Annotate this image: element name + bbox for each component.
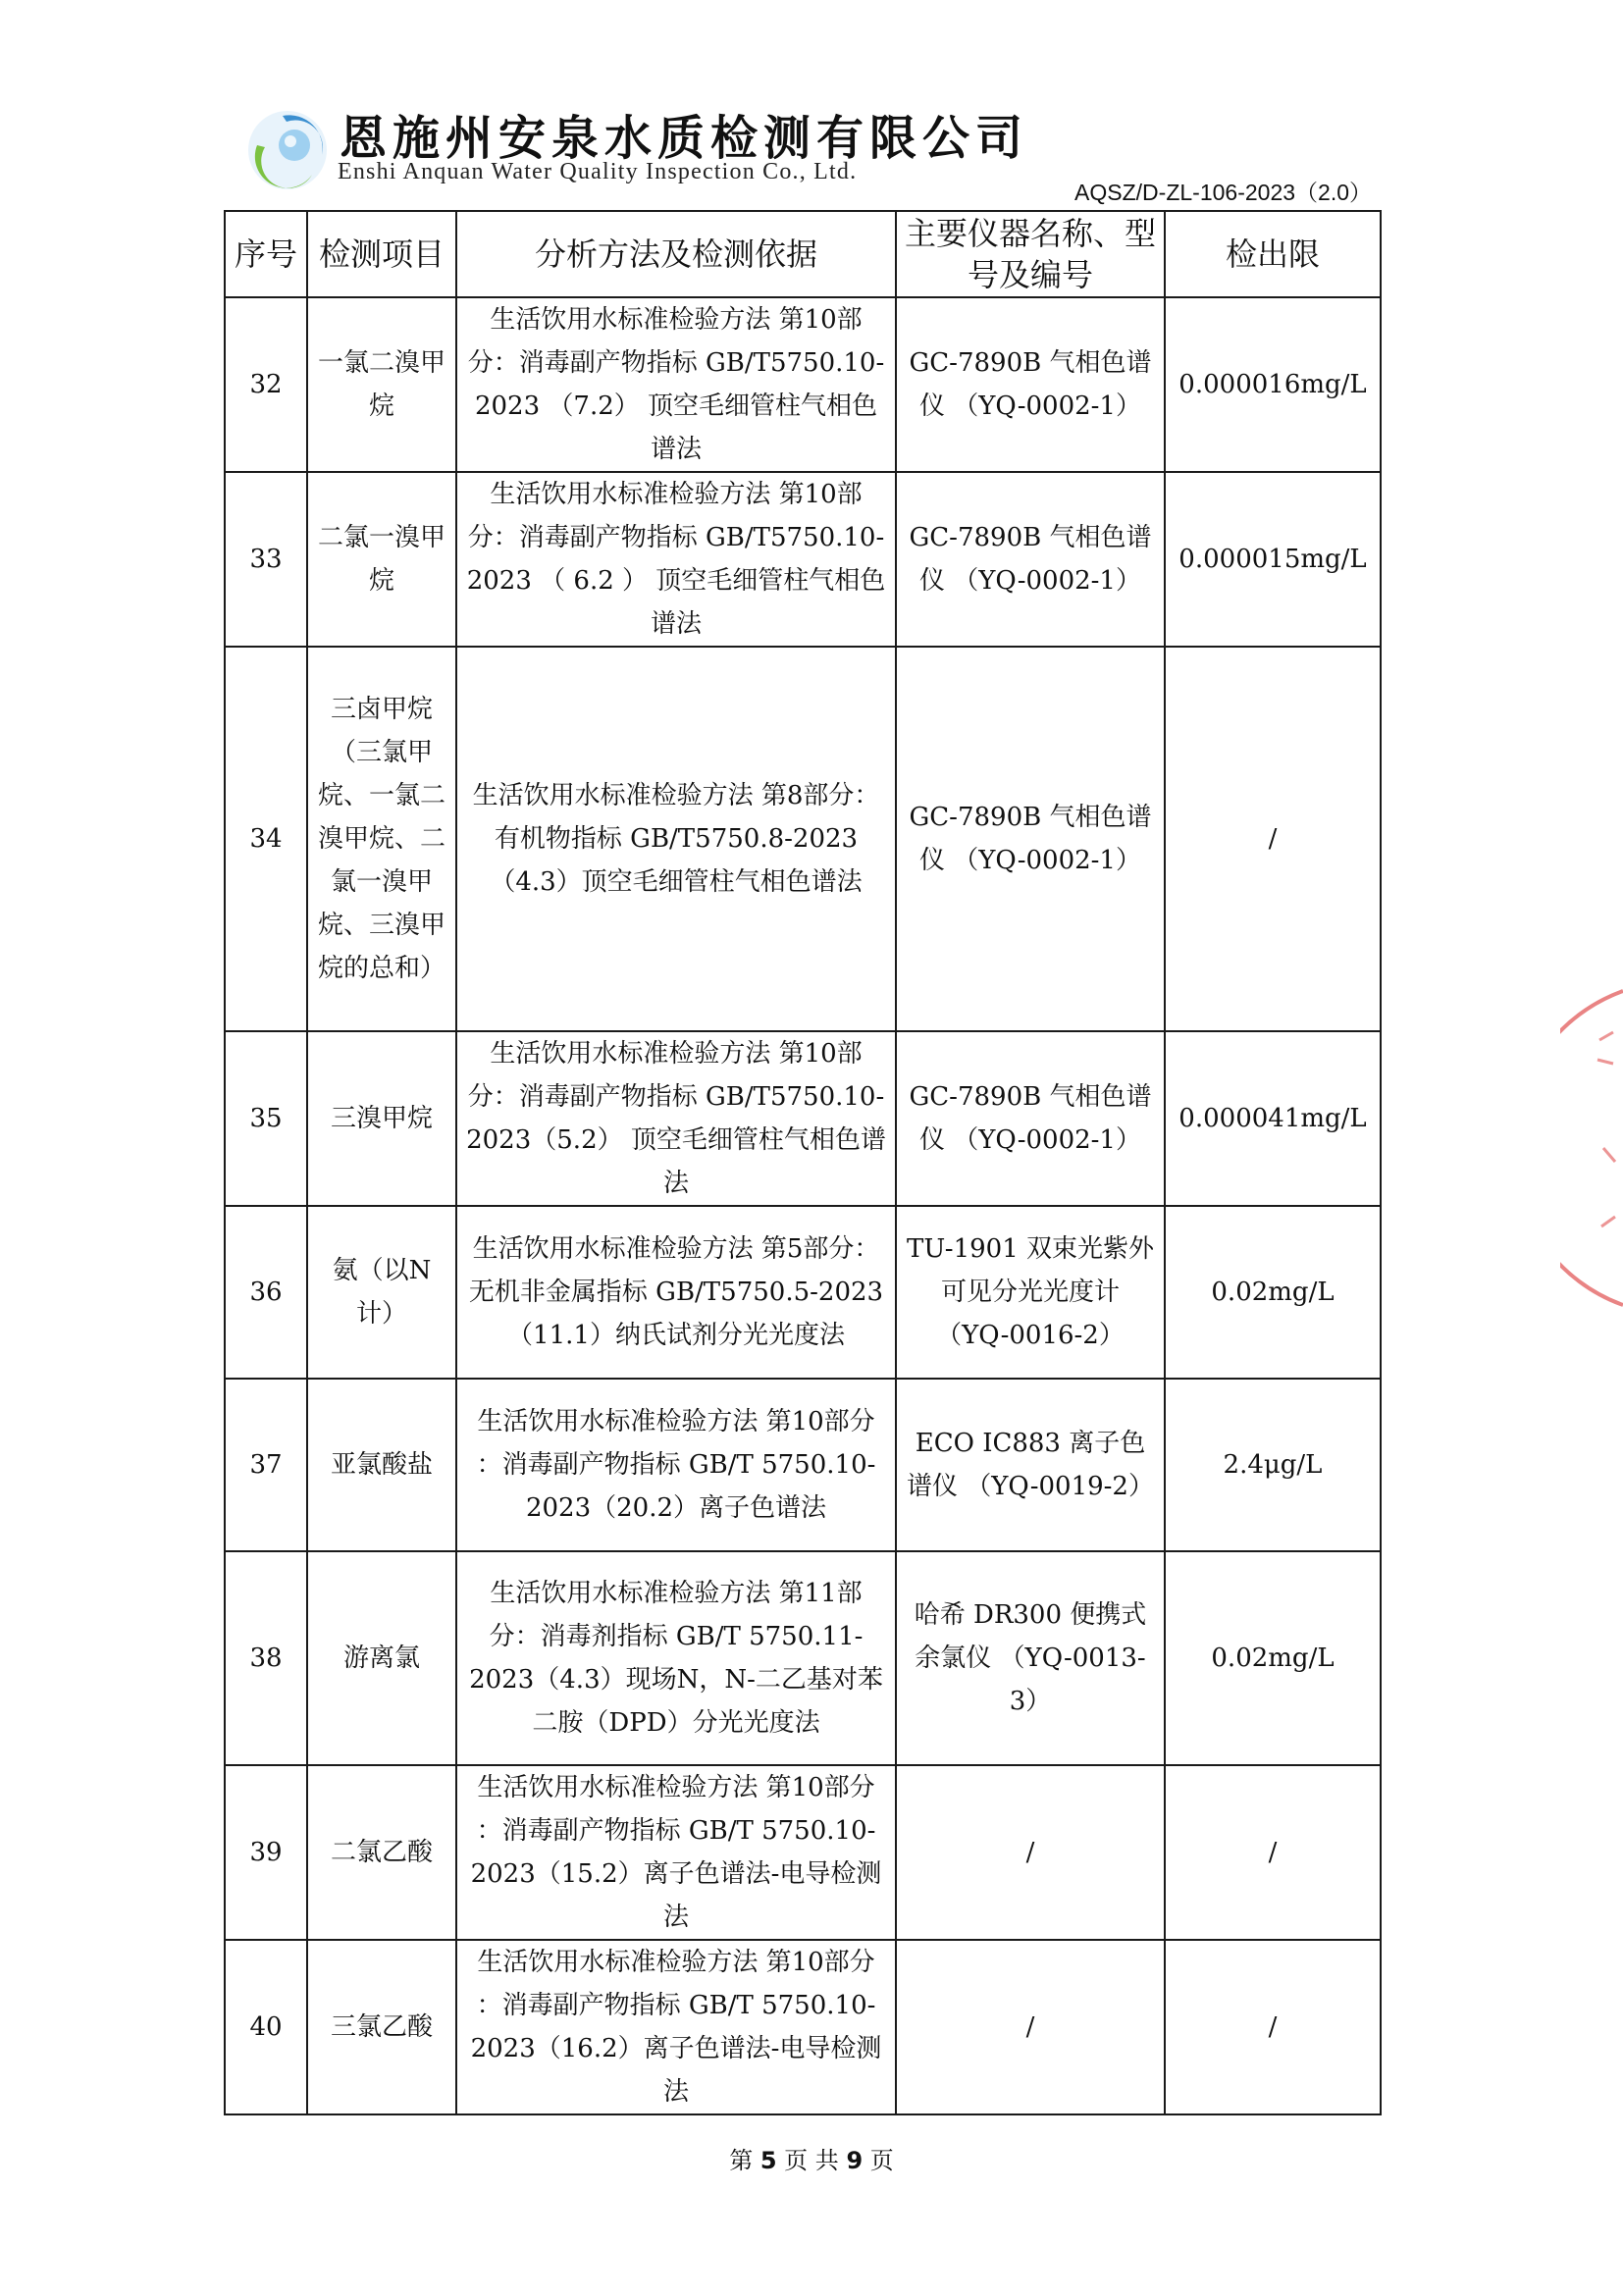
- header-limit: 检出限: [1165, 211, 1381, 297]
- cell-limit: /: [1165, 647, 1381, 1031]
- cell-limit: /: [1165, 1940, 1381, 2114]
- cell-instrument: ECO IC883 离子色谱仪 （YQ-0019-2）: [896, 1379, 1165, 1551]
- cell-method: 生活饮用水标准检验方法 第10部分：消毒副产物指标 GB/T5750.10-2023 （ 6.2 ） 顶空毛细管柱气相色谱法: [456, 472, 896, 647]
- table-row: [225, 297, 1381, 472]
- cell-limit: 0.000015mg/L: [1165, 472, 1381, 647]
- cell-limit: /: [1165, 1765, 1381, 1940]
- cell-instrument: TU-1901 双束光紫外可见分光光度计 （YQ-0016-2）: [896, 1206, 1165, 1379]
- cell-method: 生活饮用水标准检验方法 第8部分：有机物指标 GB/T5750.8-2023 （4.3）顶空毛细管柱气相色谱法: [456, 647, 896, 1031]
- cell-method: 生活饮用水标准检验方法 第10部分 ：消毒副产物指标 GB/T 5750.10-2023（16.2）离子色谱法-电导检测法: [456, 1940, 896, 2114]
- cell-no: 36: [225, 1206, 307, 1379]
- total-pages: 9: [846, 2147, 864, 2174]
- cell-limit: 0.000016mg/L: [1165, 297, 1381, 472]
- test-methods-table: [224, 210, 1382, 2115]
- table-header-row: [225, 211, 1381, 297]
- current-page: 5: [759, 2147, 777, 2174]
- cell-limit: 0.000041mg/L: [1165, 1031, 1381, 1206]
- cell-no: 38: [225, 1551, 307, 1765]
- cell-instrument: GC-7890B 气相色谱仪 （YQ-0002-1）: [896, 297, 1165, 472]
- cell-instrument: GC-7890B 气相色谱仪 （YQ-0002-1）: [896, 647, 1165, 1031]
- cell-no: 32: [225, 297, 307, 472]
- header-item: 检测项目: [307, 211, 456, 297]
- cell-item: 游离氯: [307, 1551, 456, 1765]
- cell-item: 亚氯酸盐: [307, 1379, 456, 1551]
- header-no: 序号: [225, 211, 307, 297]
- table-row: [225, 1765, 1381, 1940]
- cell-no: 39: [225, 1765, 307, 1940]
- cell-method: 生活饮用水标准检验方法 第10部分：消毒副产物指标 GB/T5750.10-2023 （7.2） 顶空毛细管柱气相色谱法: [456, 297, 896, 472]
- header-method: 分析方法及检测依据: [456, 211, 896, 297]
- cell-instrument: GC-7890B 气相色谱仪 （YQ-0002-1）: [896, 472, 1165, 647]
- table-row: [225, 1206, 1381, 1379]
- cell-instrument: 哈希 DR300 便携式余氯仪 （YQ-0013-3）: [896, 1551, 1165, 1765]
- cell-method: 生活饮用水标准检验方法 第10部分：消毒副产物指标 GB/T5750.10-2023（5.2） 顶空毛细管柱气相色谱法: [456, 1031, 896, 1206]
- cell-item: 氨（以N计）: [307, 1206, 456, 1379]
- header-instrument: 主要仪器名称、型号及编号: [896, 211, 1165, 297]
- cell-item: 三溴甲烷: [307, 1031, 456, 1206]
- cell-method: 生活饮用水标准检验方法 第10部分 ：消毒副产物指标 GB/T 5750.10-2023（20.2）离子色谱法: [456, 1379, 896, 1551]
- cell-item: 三氯乙酸: [307, 1940, 456, 2114]
- table-row: [225, 1379, 1381, 1551]
- cell-no: 35: [225, 1031, 307, 1206]
- cell-item: 一氯二溴甲烷: [307, 297, 456, 472]
- cell-item: 三卤甲烷（三氯甲烷、一氯二溴甲烷、二氯一溴甲烷、三溴甲烷的总和）: [307, 647, 456, 1031]
- cell-instrument: GC-7890B 气相色谱仪 （YQ-0002-1）: [896, 1031, 1165, 1206]
- cell-instrument: /: [896, 1940, 1165, 2114]
- cell-no: 37: [225, 1379, 307, 1551]
- company-name-cn: 恩施州安泉水质检测有限公司: [340, 111, 1029, 166]
- cell-method: 生活饮用水标准检验方法 第11部分：消毒剂指标 GB/T 5750.11-2023（4.3）现场N，N-二乙基对苯二胺（DPD）分光光度法: [456, 1551, 896, 1765]
- page-mid: 页 共: [784, 2147, 839, 2174]
- cell-no: 40: [225, 1940, 307, 2114]
- table-row: [225, 1031, 1381, 1206]
- cell-no: 34: [225, 647, 307, 1031]
- table-row: [225, 1940, 1381, 2114]
- table-row: [225, 647, 1381, 1031]
- cell-no: 33: [225, 472, 307, 647]
- company-logo-icon: [243, 106, 332, 194]
- cell-limit: 0.02mg/L: [1165, 1206, 1381, 1379]
- table-row: [225, 1551, 1381, 1765]
- page-prefix: 第: [729, 2147, 754, 2174]
- seal-stamp-icon: [1560, 981, 1623, 1315]
- cell-method: 生活饮用水标准检验方法 第10部分 ：消毒副产物指标 GB/T 5750.10-2023（15.2）离子色谱法-电导检测法: [456, 1765, 896, 1940]
- cell-instrument: /: [896, 1765, 1165, 1940]
- cell-limit: 0.02mg/L: [1165, 1551, 1381, 1765]
- table-row: [225, 472, 1381, 647]
- cell-method: 生活饮用水标准检验方法 第5部分：无机非金属指标 GB/T5750.5-2023（11.1）纳氏试剂分光光度法: [456, 1206, 896, 1379]
- cell-item: 二氯乙酸: [307, 1765, 456, 1940]
- page-suffix: 页: [869, 2147, 894, 2174]
- page-number: [0, 2141, 1623, 2175]
- cell-limit: 2.4μg/L: [1165, 1379, 1381, 1551]
- company-name-en: Enshi Anquan Water Quality Inspection Co., Ltd.: [338, 159, 858, 184]
- document-code: AQSZ/D-ZL-106-2023（2.0）: [1074, 180, 1372, 205]
- cell-item: 二氯一溴甲烷: [307, 472, 456, 647]
